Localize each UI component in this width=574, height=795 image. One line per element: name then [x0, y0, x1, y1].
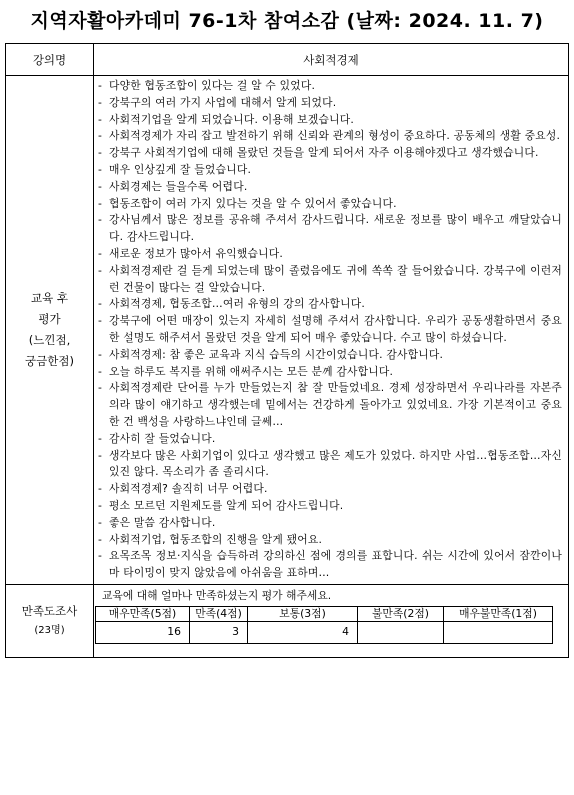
- respondent-count: (23명): [34, 624, 65, 636]
- bullet-dash: -: [98, 196, 103, 210]
- bullet-dash: -: [98, 381, 103, 395]
- header-lecture-name: 강의명: [6, 44, 94, 76]
- bullet-dash: -: [98, 263, 103, 277]
- survey-col-neutral: 보통(3점): [248, 606, 358, 621]
- header-row: [6, 44, 569, 76]
- satisfaction-row: [6, 584, 569, 657]
- feedback-text: 강북구의 여러 가지 사업에 대해서 알게 되었다.: [109, 95, 337, 109]
- survey-value-satisfied: 3: [190, 621, 248, 643]
- feedback-item: [96, 313, 562, 347]
- bullet-dash: -: [98, 314, 103, 328]
- survey-table: [95, 606, 553, 644]
- feedback-item: [96, 145, 562, 162]
- survey-header-row: [96, 606, 553, 621]
- feedback-item: [96, 548, 562, 582]
- survey-value-very-dissatisfied: [444, 621, 553, 643]
- feedback-text: 사회적경제, 협동조합…여러 유형의 강의 감사합니다.: [109, 297, 366, 311]
- feedback-item: [96, 296, 562, 313]
- feedback-text: 사회적기업, 협동조합의 진행을 알게 됐어요.: [109, 532, 323, 546]
- feedback-text: 강북구 사회적기업에 대해 몰랐던 것들을 알게 되어서 자주 이용해야겠다고 생각했습니다.: [109, 146, 539, 160]
- feedback-list: [94, 76, 568, 584]
- bullet-dash: -: [98, 95, 103, 109]
- feedback-text: 매우 인상깊게 잘 들었습니다.: [109, 162, 252, 176]
- satisfaction-label-cell: [6, 584, 94, 657]
- bullet-dash: -: [98, 532, 103, 546]
- feedback-text: 다양한 협동조합이 있다는 걸 알 수 있었다.: [109, 79, 316, 92]
- survey-value-neutral: 4: [248, 621, 358, 643]
- feedback-item: [96, 347, 562, 364]
- feedback-item: [96, 263, 562, 297]
- feedback-text: 강북구에 어떤 매장이 있는지 자세히 설명해 주셔서 감사합니다. 우리가 공동생활하면서 중요한 설명도 해주셔서 몰랐던 것을 알게 되어 매우 좋았습니다. 수고 많이 하셨습니다.: [109, 314, 562, 344]
- feedback-item: [96, 532, 562, 549]
- feedback-item: [96, 380, 562, 430]
- survey-col-satisfied: 만족(4점): [190, 606, 248, 621]
- feedback-item: [96, 179, 562, 196]
- bullet-dash: -: [98, 482, 103, 496]
- bullet-dash: -: [98, 213, 103, 227]
- bullet-dash: -: [98, 162, 103, 176]
- bullet-dash: -: [98, 549, 103, 563]
- feedback-text: 사회적기업을 알게 되었습니다. 이용해 보겠습니다.: [109, 112, 355, 126]
- feedback-item: [96, 448, 562, 482]
- feedback-text: 평소 모르던 지원제도를 알게 되어 감사드립니다.: [109, 498, 344, 512]
- feedback-text: 사회적경제란 단어를 누가 만들었는지 참 잘 만들었네요. 경제 성장하면서 우리나라를 자본주의라 많이 얘기하고 생각했는데 밑에서는 건강하게 돌아가고 있었네요. 가장 기본적이고 중요한 건 백성을 사랑하느냐인데 글쎄…: [109, 381, 562, 428]
- bullet-dash: -: [98, 515, 103, 529]
- feedback-text: 강사님께서 많은 정보를 공유해 주셔서 감사드립니다. 새로운 정보를 많이 배우고 깨달았습니다. 감사드립니다.: [109, 213, 562, 244]
- feedback-text: 사회경제는 들을수록 어렵다.: [109, 179, 248, 193]
- feedback-item: [96, 364, 562, 381]
- feedback-label-line: (느낀점,: [28, 332, 71, 347]
- document-title: 지역자활아카데미 76-1차 참여소감 (날짜: 2024. 11. 7): [30, 10, 544, 32]
- evaluation-table: [5, 43, 569, 658]
- satisfaction-cell: [94, 584, 569, 657]
- feedback-text: 사회적경제: 참 좋은 교육과 지식 습득의 시간이었습니다. 감사합니다.: [109, 347, 444, 361]
- bullet-dash: -: [98, 179, 103, 193]
- feedback-text: 사회적경제란 걸 듣게 되었는데 많이 졸렸음에도 귀에 쏙쏙 잘 들어왔습니다. 강북구에 이런저런 건물이 많다는 걸 알았습니다.: [109, 263, 562, 294]
- feedback-text: 협동조합이 여러 가지 있다는 것을 알 수 있어서 좋았습니다.: [109, 196, 397, 210]
- survey-col-very-satisfied: 매우만족(5점): [96, 606, 190, 621]
- feedback-item: [96, 212, 562, 246]
- survey-value-dissatisfied: [358, 621, 444, 643]
- survey-col-very-dissatisfied: 매우불만족(1점): [444, 606, 553, 621]
- bullet-dash: -: [98, 448, 103, 462]
- feedback-label: [6, 76, 94, 585]
- bullet-dash: -: [98, 297, 103, 311]
- feedback-text: 좋은 말씀 감사합니다.: [109, 515, 216, 529]
- bullet-dash: -: [98, 246, 103, 260]
- feedback-item: [96, 515, 562, 532]
- survey-question: 교육에 대해 얼마나 만족하셨는지 평가 해주세요.: [102, 588, 332, 602]
- bullet-dash: -: [98, 129, 103, 143]
- bullet-dash: -: [98, 79, 103, 92]
- feedback-label-line: 궁금한점): [25, 353, 74, 368]
- feedback-cell: [94, 76, 569, 585]
- feedback-item: [96, 95, 562, 112]
- feedback-text: 새로운 정보가 많아서 유익했습니다.: [109, 246, 283, 260]
- feedback-item: [96, 246, 562, 263]
- feedback-label-line: 평가: [38, 311, 61, 326]
- bullet-dash: -: [98, 431, 103, 445]
- satisfaction-label: 만족도조사: [21, 603, 78, 618]
- feedback-item: [96, 78, 562, 95]
- feedback-text: 사회적경제? 솔직히 너무 어렵다.: [109, 482, 268, 496]
- bullet-dash: -: [98, 498, 103, 512]
- feedback-item: [96, 431, 562, 448]
- bullet-dash: -: [98, 146, 103, 160]
- feedback-label-line: 교육 후: [31, 290, 68, 305]
- survey-value-very-satisfied: 16: [96, 621, 190, 643]
- feedback-text: 사회적경제가 자리 잡고 발전하기 위해 신뢰와 관계의 형성이 중요하다. 공동체의 생활 중요성.: [109, 129, 561, 143]
- feedback-item: [96, 196, 562, 213]
- header-lecture-title: 사회적경제: [94, 44, 569, 76]
- feedback-row: [6, 76, 569, 585]
- feedback-text: 생각보다 많은 사회기업이 있다고 생각했고 많은 제도가 있었다. 하지만 사업…협동조합…자신있진 않다. 목소리가 좀 졸리시다.: [109, 448, 562, 479]
- survey-values-row: [96, 621, 553, 643]
- feedback-item: [96, 128, 562, 145]
- feedback-item: [96, 498, 562, 515]
- feedback-item: [96, 112, 562, 129]
- feedback-item: [96, 162, 562, 179]
- feedback-text: 요목조목 정보·지식을 습득하려 강의하신 점에 경의를 표합니다. 쉬는 시간에 있어서 잠깐이나마 타이밍이 맞지 않았음에 아쉬움을 표하며…: [109, 549, 562, 580]
- feedback-item: [96, 481, 562, 498]
- feedback-text: 감사히 잘 들었습니다.: [109, 431, 216, 445]
- bullet-dash: -: [98, 364, 103, 378]
- survey-col-dissatisfied: 불만족(2점): [358, 606, 444, 621]
- bullet-dash: -: [98, 112, 103, 126]
- bullet-dash: -: [98, 347, 103, 361]
- feedback-text: 오늘 하루도 복지를 위해 애써주시는 모든 분께 감사합니다.: [109, 364, 394, 378]
